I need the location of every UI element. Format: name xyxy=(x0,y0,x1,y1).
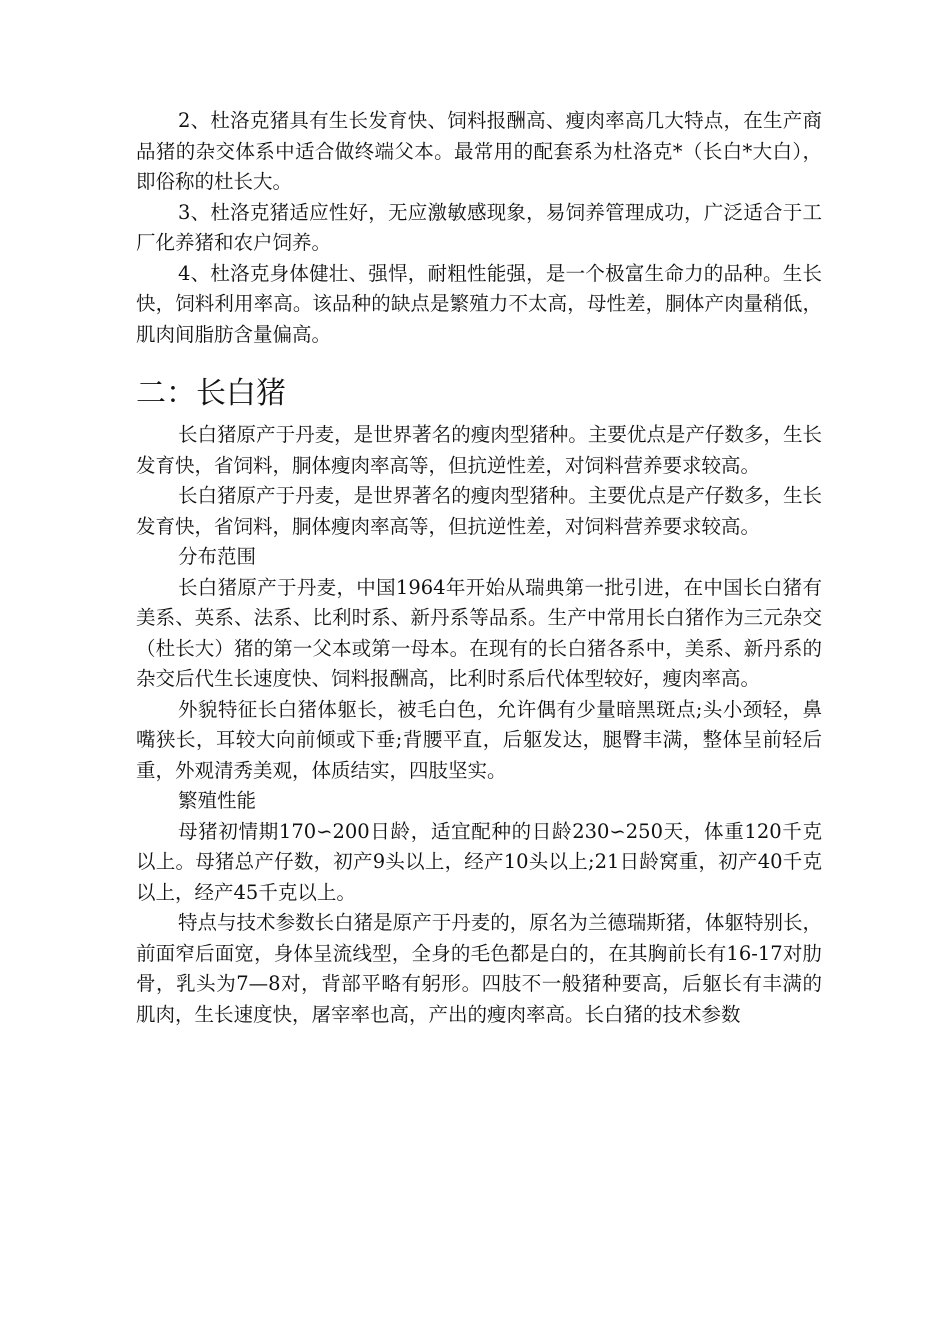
paragraph-appearance: 外貌特征长白猪体躯长，被毛白色，允许偶有少量暗黑斑点;头小颈轻，鼻嘴狭长，耳较大向前倾或下垂;背腰平直，后躯发达，腿臀丰满，整体呈前轻后重，外观清秀美观，体质结实，四肢坚实。 xyxy=(136,697,822,782)
paragraph-landrace-intro-repeat: 长白猪原产于丹麦，是世界著名的瘦肉型猪种。主要优点是产仔数多，生长发育快，省饲料，胴体瘦肉率高等，但抗逆性差，对饲料营养要求较高。 xyxy=(136,484,822,538)
subheading-reproduction: 繁殖性能 xyxy=(178,789,257,812)
paragraph-distribution: 长白猪原产于丹麦，中国1964年开始从瑞典第一批引进，在中国长白猪有美系、英系、法系、比利时系、新丹系等品系。生产中常用长白猪作为三元杂交（杜长大）猪的第一父本或第一母本。在现有的长白猪各系中，美系、新丹系的杂交后代生长速度快、饲料报酬高，比利时系后代体型较好，瘦肉率高。 xyxy=(136,575,822,690)
document-page xyxy=(136,106,822,1030)
paragraph-duroc-point-4: 4、杜洛克身体健壮、强悍，耐粗性能强，是一个极富生命力的品种。生长快，饲料利用率高。该品种的缺点是繁殖力不太高，母性差，胴体产肉量稍低，肌肉间脂肪含量偏高。 xyxy=(136,261,822,346)
paragraph-reproduction: 母猪初情期170∽200日龄，适宜配种的日龄230∽250天，体重120千克以上。母猪总产仔数，初产9头以上，经产10头以上;21日龄窝重，初产40千克以上，经产45千克以上。 xyxy=(136,819,822,904)
subheading-distribution: 分布范围 xyxy=(178,545,257,568)
paragraph-landrace-intro: 长白猪原产于丹麦，是世界著名的瘦肉型猪种。主要优点是产仔数多，生长发育快，省饲料，胴体瘦肉率高等，但抗逆性差，对饲料营养要求较高。 xyxy=(136,423,822,477)
paragraph-features-parameters: 特点与技术参数长白猪是原产于丹麦的，原名为兰德瑞斯猪，体躯特别长，前面窄后面宽，身体呈流线型，全身的毛色都是白的，在其胸前长有16-17对肋骨，乳头为7—8对，背部平略有躬形。四肢不一般猪种要高，后躯长有丰满的肌肉，生长速度快，屠宰率也高，产出的瘦肉率高。长白猪的技术参数 xyxy=(136,911,822,1026)
paragraph-duroc-point-3: 3、杜洛克猪适应性好，无应激敏感现象，易饲养管理成功，广泛适合于工厂化养猪和农户饲养。 xyxy=(136,200,822,254)
paragraph-duroc-point-2: 2、杜洛克猪具有生长发育快、饲料报酬高、瘦肉率高几大特点，在生产商品猪的杂交体系中适合做终端父本。最常用的配套系为杜洛克*（长白*大白），即俗称的杜长大。 xyxy=(136,109,822,193)
section-heading: 二：长白猪 xyxy=(136,376,286,411)
